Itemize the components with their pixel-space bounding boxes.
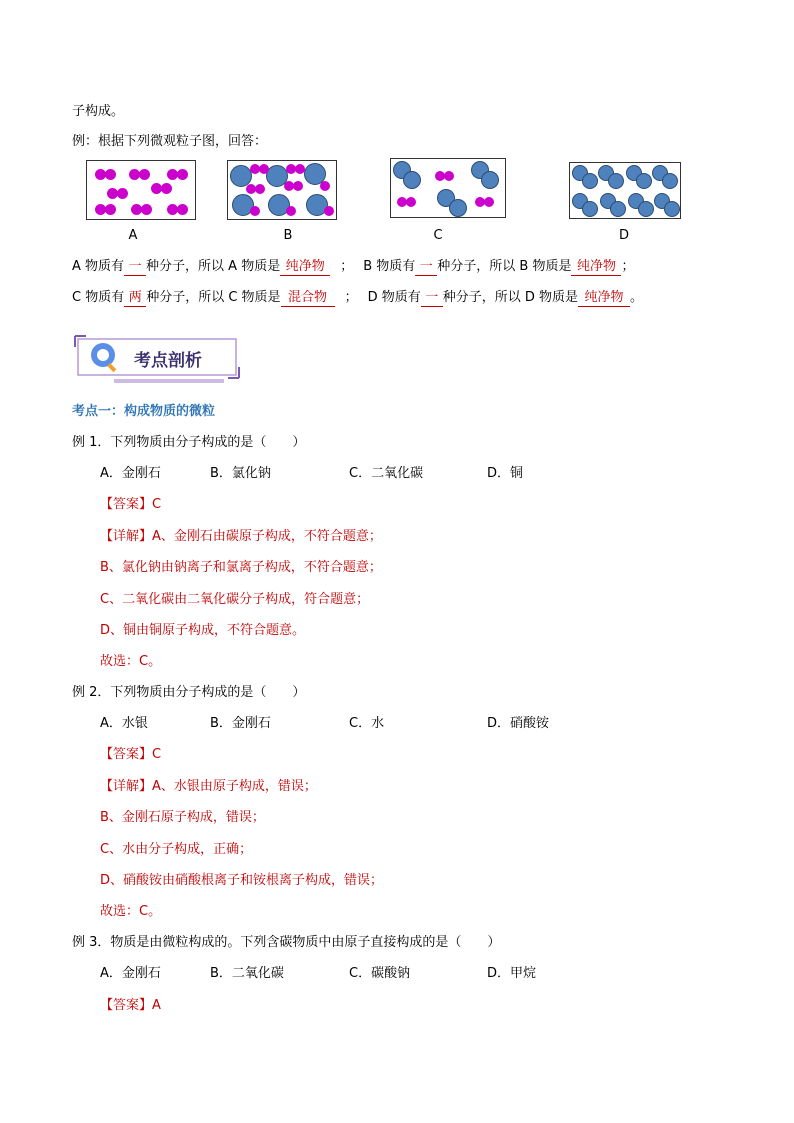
blank: 纯净物 [280, 259, 330, 276]
section-title: 考点一：构成物质的微粒 [72, 404, 216, 419]
q1-conclusion: 故选：C。 [100, 654, 162, 669]
blank: 两 [124, 290, 146, 307]
q1-option-c: C．二氧化碳 [349, 466, 424, 481]
intro-line-1: 子构成。 [72, 104, 125, 119]
diagram-label-b: B [283, 228, 293, 243]
q2-stem: 例 2．下列物质由分子构成的是（ ） [72, 685, 306, 700]
blank: 纯净物 [571, 259, 621, 276]
blank: 纯净物 [578, 290, 630, 307]
fill-row-2: C 物质有 两 种分子，所以 C 物质是 混合物 ； D 物质有 一 种分子，所以 D 物质是 纯净物 。 [72, 290, 644, 305]
blank: 一 [124, 259, 146, 276]
q1-detail-b: B、氯化钠由钠离子和氯离子构成，不符合题意； [100, 560, 382, 575]
diagram-b [227, 160, 337, 220]
diagram-label-a: A [128, 228, 138, 243]
q3-option-c: C．碳酸钠 [349, 966, 411, 981]
q1-detail: 【详解】A、金刚石由碳原子构成，不符合题意； [100, 529, 382, 544]
banner-title: 考点剖析 [134, 351, 202, 371]
blank: 一 [421, 290, 443, 307]
blank: 混合物 [281, 290, 335, 307]
q1-option-d: D．铜 [487, 466, 524, 481]
q2-option-c: C．水 [349, 716, 385, 731]
q2-option-a: A．水银 [100, 716, 148, 731]
q3-option-b: B．二氧化碳 [210, 966, 284, 981]
q2-conclusion: 故选：C。 [100, 904, 162, 919]
diagram-d [569, 162, 681, 219]
q2-option-d: D．硝酸铵 [487, 716, 550, 731]
q3-stem: 例 3．物质是由微粒构成的。下列含碳物质中由原子直接构成的是（ ） [72, 935, 501, 950]
search-icon [88, 341, 122, 375]
diagram-a [86, 160, 196, 220]
q2-detail-c: C、水由分子构成，正确； [100, 842, 253, 857]
q2-option-b: B．金刚石 [210, 716, 271, 731]
q1-stem: 例 1．下列物质由分子构成的是（ ） [72, 435, 306, 450]
q3-option-a: A．金刚石 [100, 966, 161, 981]
q3-answer: 【答案】A [100, 998, 161, 1013]
q2-detail-b: B、金刚石原子构成，错误； [100, 810, 265, 825]
q1-option-a: A．金刚石 [100, 466, 161, 481]
diagram-label-d: D [618, 228, 629, 243]
intro-line-2: 例：根据下列微观粒子图，回答： [72, 134, 268, 149]
q2-detail-d: D、硝酸铵由硝酸根离子和铵根离子构成，错误； [100, 873, 384, 888]
q2-answer: 【答案】C [100, 747, 162, 762]
diagram-label-c: C [433, 228, 443, 243]
fill-row-1: A 物质有 一 种分子，所以 A 物质是 纯净物 ； B 物质有 一 种分子，所以 B 物质是 纯净物 ； [72, 259, 635, 274]
q1-answer: 【答案】C [100, 497, 162, 512]
q2-detail: 【详解】A、水银由原子构成，错误； [100, 779, 317, 794]
q1-option-b: B．氯化钠 [210, 466, 271, 481]
section-banner [74, 335, 240, 385]
q1-detail-d: D、铜由铜原子构成，不符合题意。 [100, 623, 306, 638]
q3-option-d: D．甲烷 [487, 966, 537, 981]
blank: 一 [415, 259, 437, 276]
q1-detail-c: C、二氧化碳由二氧化碳分子构成，符合题意； [100, 592, 370, 607]
diagram-c [390, 158, 506, 218]
